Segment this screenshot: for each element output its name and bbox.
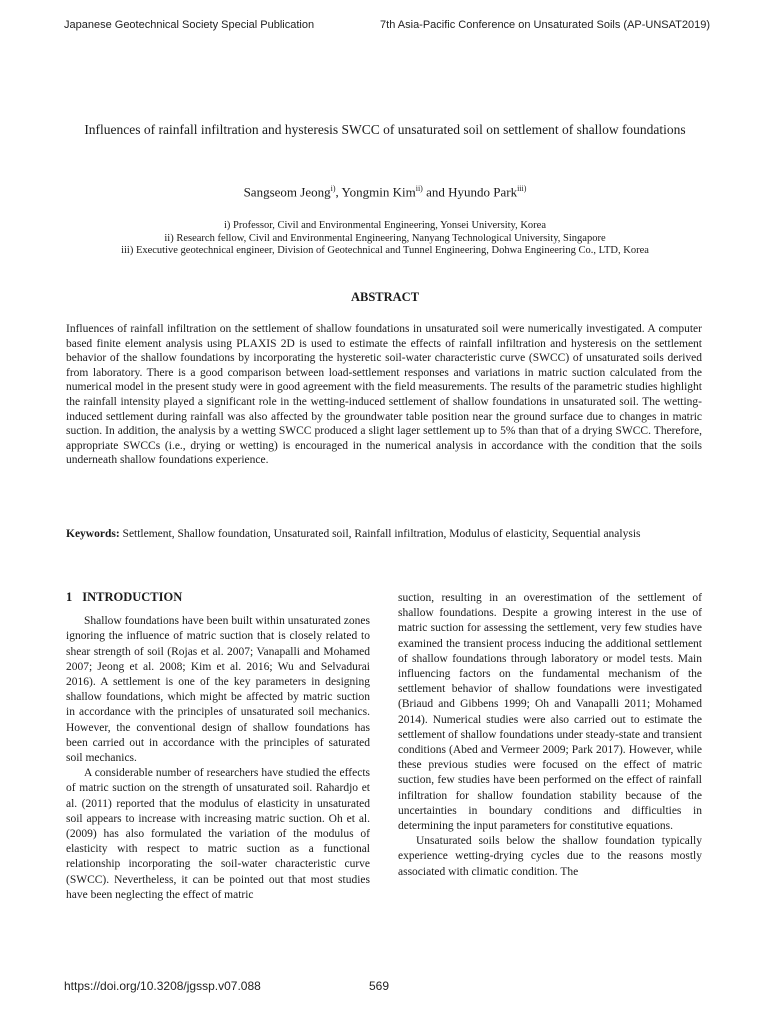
affiliations <box>66 220 704 258</box>
section-heading <box>66 590 370 605</box>
abstract-heading: ABSTRACT <box>350 290 420 304</box>
section-number: 1 <box>66 590 73 604</box>
author-separator: , <box>335 184 342 200</box>
author-list <box>66 184 704 200</box>
body-paragraph: suction, resulting in an overestimation of the settlement of shallow foundations. Despite a growing interest in the use of matric suction for assessing the settlement, very few studies have examined the transient process inducing the additional settlement of shallow foundations through laboratory or model tests. Main influencing factors on the fundamental mechanism of the settlement behavior of shallow foundations were investigated (Briaud and Gibbens 1999; Oh and Vanapalli 2011; Mohamed 2014). Numerical studies were also carried out to estimate the settlement of shallow foundations under steady-state and transient conditions (Abed and Vermeer 2009; Park 2017). However, while these previous studies were focused on the effect of matric suction, few studies have been performed on the effect of rainfall infiltration for shallow foundation stability because of the uncertainties in boundary conditions and difficulties in determining the input parameters for constitutive equations. <box>398 592 702 833</box>
running-header <box>64 19 710 31</box>
body-column-left <box>66 590 370 903</box>
keywords-label: Keywords: <box>66 528 120 540</box>
header-conference: 7th Asia-Pacific Conference on Unsaturated Soils (AP-UNSAT2019) <box>380 19 710 31</box>
body-paragraph: Unsaturated soils below the shallow foundation typically experience wetting-drying cycles due to the reasons mostly associated with climatic condition. The <box>398 835 702 878</box>
author-affil-marker: i) <box>330 184 336 193</box>
author-name: Yongmin Kim <box>341 184 416 200</box>
paper-title: Influences of rainfall infiltration and hysteresis SWCC of unsaturated soil on settlement of shallow foundations <box>84 122 686 137</box>
author-affil-marker: iii) <box>517 184 527 193</box>
author-name: Sangseom Jeong <box>243 184 331 200</box>
body-paragraph: A considerable number of researchers have studied the effects of matric suction on the strength of unsaturated soil. Rahardjo et al. (2011) reported that the modulus of elasticity in unsaturated soil appears to increase with increasing matric suction. Oh et al. (2009) has also formulated the variation of the modulus of elasticity with respect to matric suction as a functional relationship incorporating the soil-water characteristic curve (SWCC). Nevertheless, it can be pointed out that most studies have been neglecting the effect of matric <box>66 767 370 901</box>
body-paragraph: Shallow foundations have been built within unsaturated zones ignoring the influence of matric suction that is closely related to shear strength of soil (Rojas et al. 2007; Vanapalli and Mohamed 2007; Jeong et al. 2008; Kim et al. 2016; Wu and Selvadurai 2016). A settlement is one of the key parameters in designing shallow foundations, which might be affected by matric suction in accordance with the principles of unsaturated soil mechanics. However, the conventional design of shallow foundations has been carried out in accordance with the principles of saturated soil mechanics. <box>66 615 370 765</box>
author-affil-marker: ii) <box>415 184 423 193</box>
keywords <box>66 527 702 542</box>
author-separator: and <box>422 184 449 200</box>
page-number: 569 <box>369 979 390 993</box>
header-publication: Japanese Geotechnical Society Special Publication <box>64 19 315 31</box>
abstract-text: Influences of rainfall infiltration on the settlement of shallow foundations in unsaturated soil were numerically investigated. A computer based finite element analysis using PLAXIS 2D is used to estimate the effects of rainfall infiltration and hysteresis on the settlement behavior of the shallow foundations by incorporating the hysteretic soil-water characteristic curve (SWCC) of unsaturated soils derived from laboratory. There is a good comparison between load-settlement responses and variations in matric suction calculated from the numerical model in the present study were in good agreement with the field measurements. The results of the parametric studies highlight the rainfall intensity played a significant role in the wetting-induced settlement of shallow foundations in unsaturated soil. The wetting-induced settlement during rainfall was also affected by the groundwater table position near the ground surface due to changes in matric suction. In addition, the analysis by a wetting SWCC produced a slight lager settlement up to 5% than that of a drying SWCC. Therefore, appropriate SWCCs (i.e., drying or wetting) is encouraged in the numerical analysis in accordance with the condition that the soils underneath shallow foundations experience. <box>66 323 702 467</box>
section-title: INTRODUCTION <box>82 590 183 604</box>
keywords-list: Settlement, Shallow foundation, Unsaturated soil, Rainfall infiltration, Modulus of elasticity, Sequential analysis <box>119 528 641 540</box>
doi-link[interactable]: https://doi.org/10.3208/jgssp.v07.088 <box>64 979 261 993</box>
author-name: Hyundo Park <box>448 184 518 200</box>
affiliation-line: ii) Research fellow, Civil and Environmental Engineering, Nanyang Technological University, Singapore <box>164 232 606 244</box>
body-column-right <box>398 591 702 880</box>
affiliation-line: iii) Executive geotechnical engineer, Division of Geotechnical and Tunnel Engineering, Dohwa Engineering Co., LTD, Korea <box>121 245 649 256</box>
affiliation-line: i) Professor, Civil and Environmental Engineering, Yonsei University, Korea <box>223 220 546 231</box>
